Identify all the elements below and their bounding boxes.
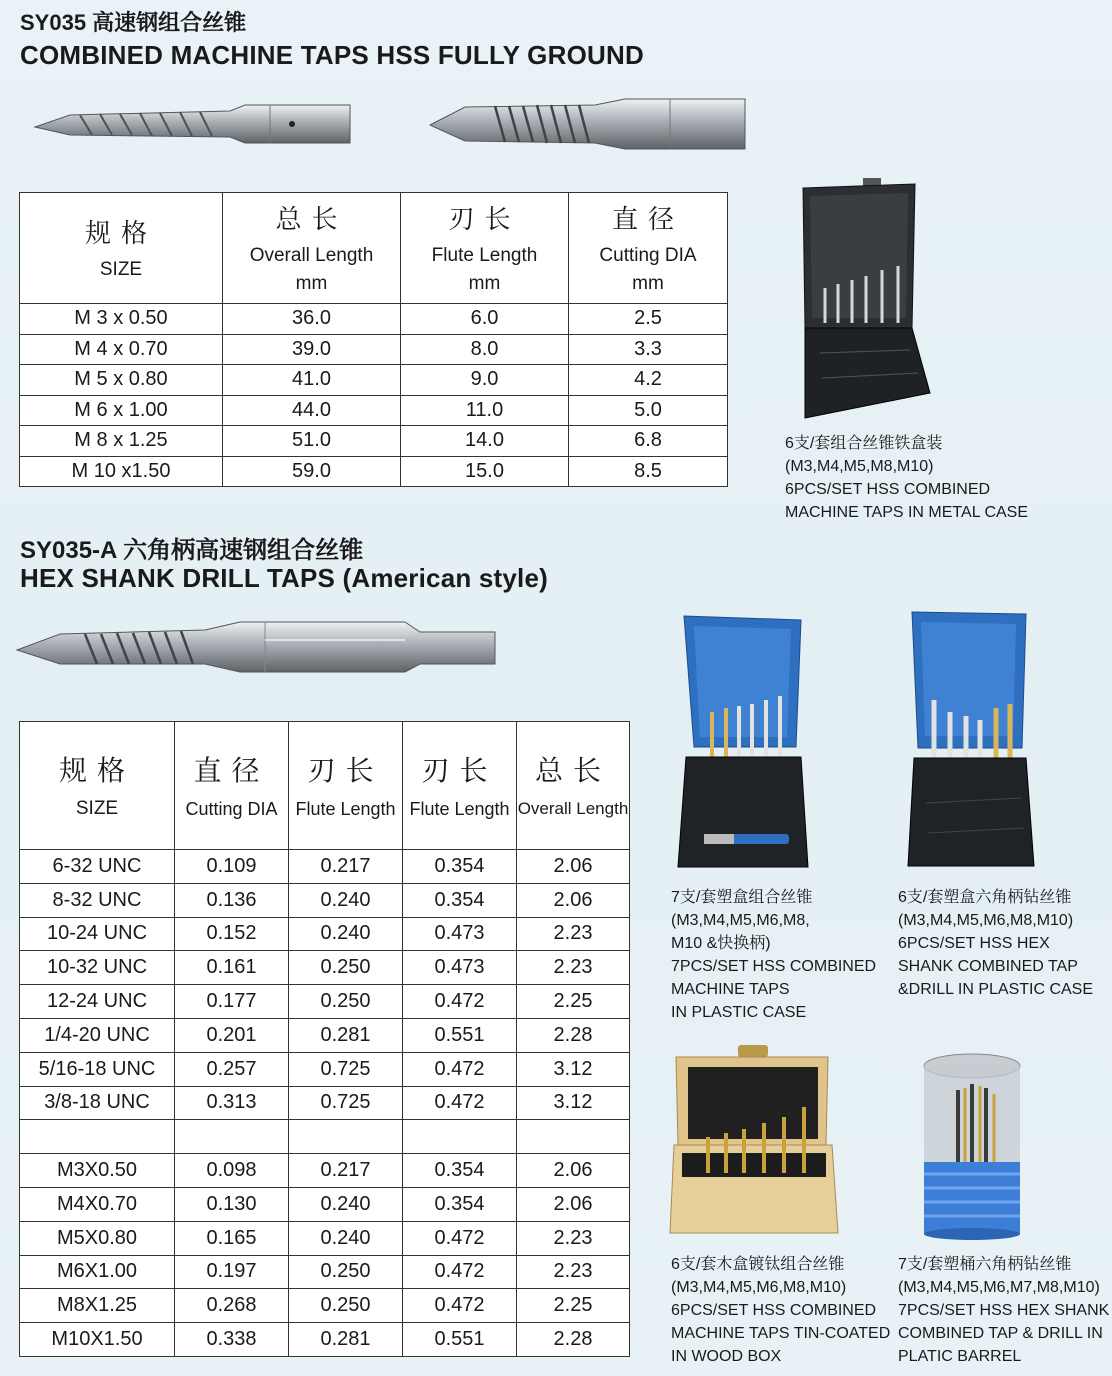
header-flute-length: 刃长 Flute Length mm — [401, 193, 569, 304]
table-row — [20, 850, 630, 884]
size-cell: M5X0.80 — [20, 1221, 175, 1255]
overall-length-cell: 2.28 — [517, 1018, 630, 1052]
flute-length-cell: 0.250 — [289, 1289, 403, 1323]
caption-plastic-case-6pc: 6支/套塑盒六角柄钻丝锥 (M3,M4,M5,M6,M8,M10) 6PCS/SET HSS HEX SHANK COMBINED TAP &DRILL IN PLASTIC CASE — [898, 889, 1094, 998]
cutting-dia-cell: 0.161 — [175, 951, 289, 985]
table-header-row — [20, 193, 728, 304]
size-cell: M6X1.00 — [20, 1255, 175, 1289]
caption-plastic-barrel: 7支/套塑桶六角柄钻丝锥 (M3,M4,M5,M6,M7,M8,M10) 7PCS/SET HSS HEX SHANK COMBINED TAP & DRILL IN PLATIC BARREL — [898, 1256, 1110, 1365]
size-cell: 6-32 UNC — [20, 850, 175, 884]
overall-length-cell: 2.06 — [517, 1187, 630, 1221]
flute-length-cell: 0.240 — [289, 1187, 403, 1221]
table-row — [20, 985, 630, 1019]
flute-length-cell: 0.725 — [289, 1086, 403, 1120]
overall-length-cell: 3.12 — [517, 1052, 630, 1086]
spec-table-sy035 — [19, 192, 728, 487]
flute-length-cell: 0.281 — [289, 1018, 403, 1052]
cutting-dia-cell: 0.257 — [175, 1052, 289, 1086]
table-row — [20, 1221, 630, 1255]
size-cell: M 10 x1.50 — [20, 456, 223, 487]
flute-length-cell: 11.0 — [401, 395, 569, 426]
table-row — [20, 883, 630, 917]
flute-length-cell: 0.250 — [289, 985, 403, 1019]
table-row — [20, 1323, 630, 1357]
caption-wood-box: 6支/套木盒镀钛组合丝锥 (M3,M4,M5,M6,M8,M10) 6PCS/SET HSS COMBINED MACHINE TAPS TIN-COATED IN WOOD BOX — [671, 1256, 891, 1365]
table-row — [20, 1187, 630, 1221]
table-row — [20, 304, 728, 335]
flute-length-cell: 0.281 — [289, 1323, 403, 1357]
size-cell: M4X0.70 — [20, 1187, 175, 1221]
size-cell: 10-24 UNC — [20, 917, 175, 951]
caption-metal-case: 6支/套组合丝锥铁盒装 (M3,M4,M5,M8,M10) 6PCS/SET HSS COMBINED MACHINE TAPS IN METAL CASE — [785, 435, 1029, 521]
flute-length-cell: 0.354 — [403, 1154, 517, 1188]
wood-box-photo — [668, 1045, 840, 1240]
flute-length-cell — [289, 1120, 403, 1154]
plastic-case-6pc-photo — [906, 608, 1036, 870]
cutting-dia-cell: 0.197 — [175, 1255, 289, 1289]
header-flute-length-2: 刃长 Flute Length — [403, 722, 517, 850]
cutting-dia-cell: 0.165 — [175, 1221, 289, 1255]
table-row — [20, 951, 630, 985]
size-cell: 12-24 UNC — [20, 985, 175, 1019]
size-cell: M 8 x 1.25 — [20, 426, 223, 457]
flute-length-cell: 0.217 — [289, 1154, 403, 1188]
flute-length-cell: 9.0 — [401, 365, 569, 396]
overall-length-cell: 2.23 — [517, 1255, 630, 1289]
header-cutting-dia: 直径 Cutting DIA mm — [569, 193, 728, 304]
cutting-dia-cell: 0.177 — [175, 985, 289, 1019]
table-row — [20, 1018, 630, 1052]
overall-length-cell: 3.12 — [517, 1086, 630, 1120]
cutting-dia-cell: 6.8 — [569, 426, 728, 457]
size-cell: M10X1.50 — [20, 1323, 175, 1357]
flute-length-cell: 14.0 — [401, 426, 569, 457]
flute-length-cell: 0.551 — [403, 1018, 517, 1052]
table-row — [20, 917, 630, 951]
header-overall-length: 总长 Overall Length mm — [223, 193, 401, 304]
cutting-dia-cell: 0.338 — [175, 1323, 289, 1357]
table-row — [20, 456, 728, 487]
flute-length-cell: 0.240 — [289, 917, 403, 951]
overall-length-cell: 2.06 — [517, 883, 630, 917]
size-cell: 3/8-18 UNC — [20, 1086, 175, 1120]
flute-length-cell: 0.240 — [289, 1221, 403, 1255]
flute-length-cell: 0.472 — [403, 1086, 517, 1120]
caption-plastic-case-7pc: 7支/套塑盒组合丝锥 (M3,M4,M5,M6,M8, M10 &快换柄) 7PCS/SET HSS COMBINED MACHINE TAPS IN PLASTIC CASE — [671, 889, 877, 1021]
overall-length-cell: 2.06 — [517, 850, 630, 884]
flute-length-cell: 0.551 — [403, 1323, 517, 1357]
cutting-dia-cell: 8.5 — [569, 456, 728, 487]
size-cell: M 4 x 0.70 — [20, 334, 223, 365]
flute-length-cell — [403, 1120, 517, 1154]
plastic-case-7pc-photo — [676, 612, 811, 874]
flute-length-cell: 15.0 — [401, 456, 569, 487]
flute-length-cell: 0.472 — [403, 985, 517, 1019]
overall-length-cell: 2.23 — [517, 951, 630, 985]
size-cell: M8X1.25 — [20, 1289, 175, 1323]
overall-length-cell: 59.0 — [223, 456, 401, 487]
table-row — [20, 1120, 630, 1154]
size-cell: 5/16-18 UNC — [20, 1052, 175, 1086]
size-cell: 8-32 UNC — [20, 883, 175, 917]
cutting-dia-cell — [175, 1120, 289, 1154]
cutting-dia-cell: 0.313 — [175, 1086, 289, 1120]
flute-length-cell: 0.472 — [403, 1052, 517, 1086]
section1-title-en: COMBINED MACHINE TAPS HSS FULLY GROUND — [20, 40, 644, 70]
cutting-dia-cell: 5.0 — [569, 395, 728, 426]
flute-length-cell: 8.0 — [401, 334, 569, 365]
table-row — [20, 334, 728, 365]
cutting-dia-cell: 0.130 — [175, 1187, 289, 1221]
table-row — [20, 395, 728, 426]
metal-case-photo — [800, 178, 935, 423]
overall-length-cell: 2.25 — [517, 985, 630, 1019]
overall-length-cell: 2.23 — [517, 1221, 630, 1255]
flute-length-cell: 0.250 — [289, 1255, 403, 1289]
overall-length-cell: 2.28 — [517, 1323, 630, 1357]
cutting-dia-cell: 2.5 — [569, 304, 728, 335]
table-row — [20, 1154, 630, 1188]
table-row — [20, 365, 728, 396]
plastic-barrel-photo — [920, 1052, 1025, 1242]
flute-length-cell: 0.217 — [289, 850, 403, 884]
cutting-dia-cell: 0.201 — [175, 1018, 289, 1052]
table-header-row — [20, 722, 630, 850]
section1-title-cn: SY035 高速钢组合丝锥 — [20, 10, 247, 35]
cutting-dia-cell: 0.268 — [175, 1289, 289, 1323]
flute-length-cell: 0.472 — [403, 1289, 517, 1323]
cutting-dia-cell: 0.136 — [175, 883, 289, 917]
table-row — [20, 1052, 630, 1086]
combined-tap-photo-large — [425, 95, 750, 155]
cutting-dia-cell: 3.3 — [569, 334, 728, 365]
flute-length-cell: 0.725 — [289, 1052, 403, 1086]
flute-length-cell: 0.472 — [403, 1221, 517, 1255]
flute-length-cell: 0.250 — [289, 951, 403, 985]
cutting-dia-cell: 0.152 — [175, 917, 289, 951]
overall-length-cell: 2.23 — [517, 917, 630, 951]
flute-length-cell: 0.354 — [403, 1187, 517, 1221]
flute-length-cell: 0.240 — [289, 883, 403, 917]
flute-length-cell: 0.473 — [403, 917, 517, 951]
header-cutting-dia: 直径 Cutting DIA — [175, 722, 289, 850]
overall-length-cell: 2.06 — [517, 1154, 630, 1188]
flute-length-cell: 0.354 — [403, 850, 517, 884]
size-cell: 1/4-20 UNC — [20, 1018, 175, 1052]
table-row — [20, 426, 728, 457]
overall-length-cell: 36.0 — [223, 304, 401, 335]
combined-tap-photo-small — [30, 95, 360, 155]
section2-title-cn: SY035-A 六角柄高速钢组合丝锥 — [20, 537, 364, 564]
cutting-dia-cell: 4.2 — [569, 365, 728, 396]
overall-length-cell — [517, 1120, 630, 1154]
header-overall-length: 总长 Overall Length — [517, 722, 630, 850]
overall-length-cell: 2.25 — [517, 1289, 630, 1323]
size-cell: M 5 x 0.80 — [20, 365, 223, 396]
size-cell: M 6 x 1.00 — [20, 395, 223, 426]
overall-length-cell: 41.0 — [223, 365, 401, 396]
flute-length-cell: 0.473 — [403, 951, 517, 985]
header-size: 规格 SIZE — [20, 193, 223, 304]
flute-length-cell: 0.472 — [403, 1255, 517, 1289]
size-cell: 10-32 UNC — [20, 951, 175, 985]
table-row — [20, 1289, 630, 1323]
overall-length-cell: 51.0 — [223, 426, 401, 457]
table-row — [20, 1086, 630, 1120]
hex-shank-drill-tap-photo — [15, 618, 500, 678]
cutting-dia-cell: 0.098 — [175, 1154, 289, 1188]
spec-table-sy035a — [19, 721, 630, 1357]
flute-length-cell: 6.0 — [401, 304, 569, 335]
cutting-dia-cell: 0.109 — [175, 850, 289, 884]
section2-title-en: HEX SHANK DRILL TAPS (American style) — [20, 563, 548, 593]
overall-length-cell: 44.0 — [223, 395, 401, 426]
table-row — [20, 1255, 630, 1289]
flute-length-cell: 0.354 — [403, 883, 517, 917]
header-size: 规格 SIZE — [20, 722, 175, 850]
header-flute-length-1: 刃长 Flute Length — [289, 722, 403, 850]
size-cell — [20, 1120, 175, 1154]
overall-length-cell: 39.0 — [223, 334, 401, 365]
size-cell: M 3 x 0.50 — [20, 304, 223, 335]
size-cell: M3X0.50 — [20, 1154, 175, 1188]
